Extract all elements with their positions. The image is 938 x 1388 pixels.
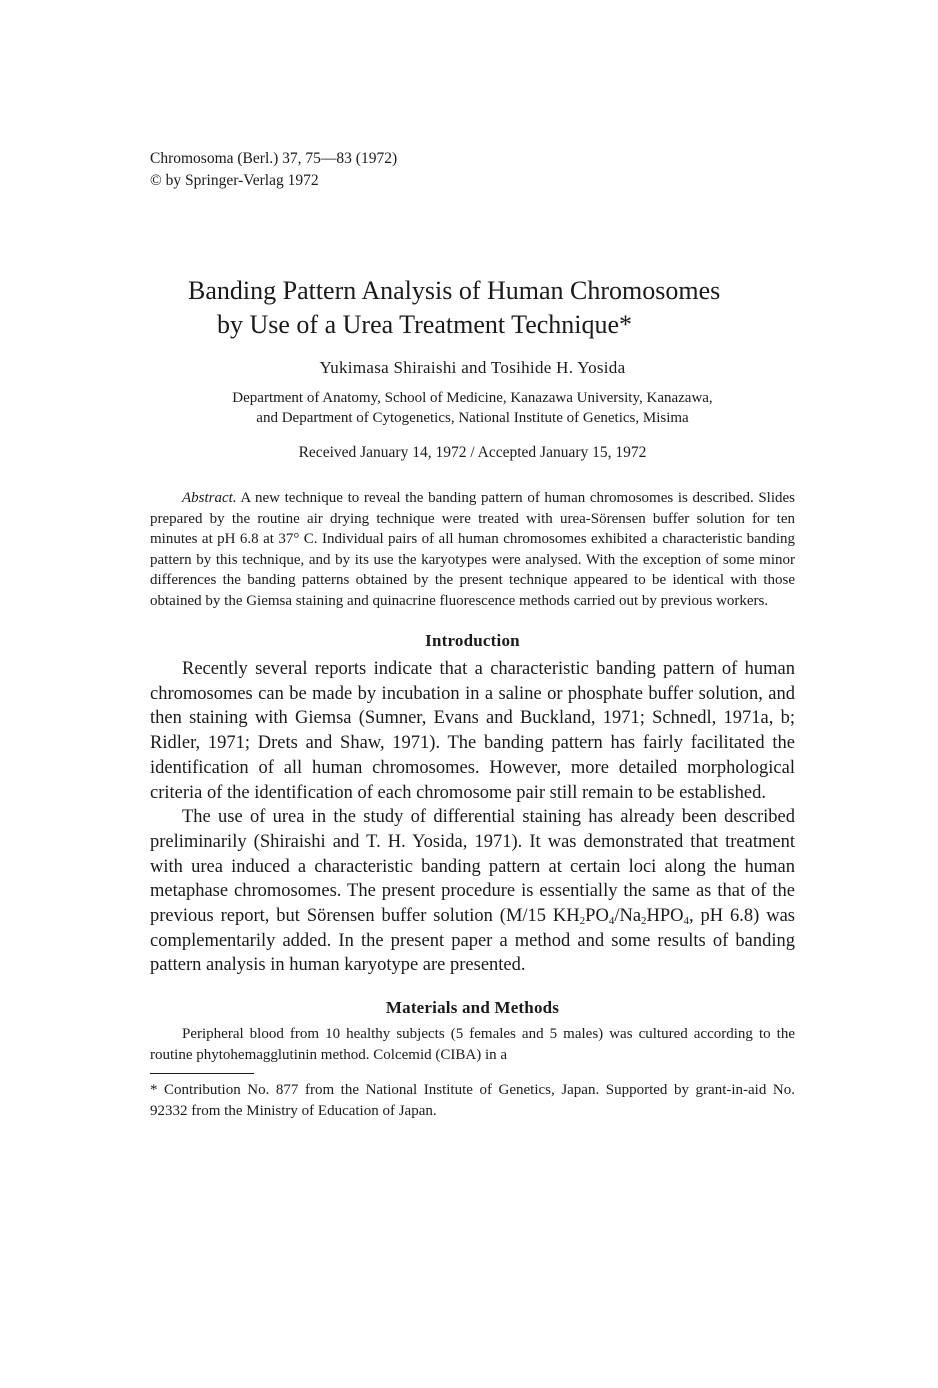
intro-p2-text-c: /Na xyxy=(614,906,642,927)
methods-heading: Materials and Methods xyxy=(385,998,560,1018)
received-dates: Received January 14, 1972 / Accepted January 15, 1972 xyxy=(298,444,647,461)
subscript: 2 xyxy=(641,915,647,928)
affiliation xyxy=(150,388,795,428)
abstract-lead: Abstract. xyxy=(182,490,237,506)
journal-header xyxy=(150,148,795,192)
subscript: 4 xyxy=(608,915,615,928)
intro-p2-text-d: HPO xyxy=(646,906,684,927)
title-line-2: by Use of a Urea Treatment Technique* xyxy=(217,310,633,339)
introduction-paragraph-1: Recently several reports indicate that a characteristic banding pattern of human chromosomes can be made by incubation in a saline or phosphate buffer solution, and then staining with Giemsa (Sumner, Evans and Buckland, 1971; Schnedl, 1971a, b; Ridler, 1971; Drets and Shaw, 1971). The banding pattern has fairly facilitated the identification of all human chromosomes. However, more detailed morphological criteria of the identification of each chromosome pair still remain to be established. xyxy=(150,659,795,803)
paper-page xyxy=(150,148,795,1121)
subscript: 2 xyxy=(579,915,586,928)
footnote-divider xyxy=(150,1073,254,1074)
abstract xyxy=(150,488,795,611)
journal-citation: Chromosoma (Berl.) 37, 75—83 (1972) xyxy=(150,150,398,167)
affiliation-line-2: and Department of Cytogenetics, National Institute of Genetics, Misima xyxy=(256,410,689,426)
subscript: 4 xyxy=(683,915,690,928)
copyright-line: © by Springer-Verlag 1972 xyxy=(150,172,319,189)
intro-p2-text-e: , pH 6.8) was complementarily added. In the present paper a method and some results of banding pattern analysis in human karyotype are presented. xyxy=(150,906,796,976)
article-title xyxy=(150,274,795,342)
authors: Yukimasa Shiraishi and Tosihide H. Yosida xyxy=(319,358,626,377)
methods-paragraph-1: Peripheral blood from 10 healthy subjects (5 females and 5 males) was cultured according to the routine phytohemagglutinin method. Colcemid (CIBA) in a xyxy=(150,1026,795,1063)
footnote: * Contribution No. 877 from the National Institute of Genetics, Japan. Supported by grant-in-aid No. 92332 from the Ministry of Education of Japan. xyxy=(150,1082,795,1119)
title-line-1: Banding Pattern Analysis of Human Chromosomes xyxy=(188,276,721,305)
introduction-heading: Introduction xyxy=(425,631,520,650)
affiliation-line-1: Department of Anatomy, School of Medicine, Kanazawa University, Kanazawa, xyxy=(232,390,713,406)
intro-p2-text-a: The use of urea in the study of differential staining has already been described preliminarily (Shiraishi and T. H. Yosida, 1971). It was demonstrated that treatment with urea induced a characteristic banding pattern at certain loci along the human metaphase chromosomes. The present procedure is essentially the same as that of the previous report, but Sörensen buffer solution (M/15 KH xyxy=(150,807,795,927)
abstract-text: A new technique to reveal the banding pattern of human chromosomes is described. Slides prepared by the routine air drying technique were treated with urea-Sörensen buffer solution for ten minutes at pH 6.8 at 37° C. Individual pairs of all human chromosomes exhibited a characteristic banding pattern by this technique, and by its use the karyotypes were analysed. With the exception of some minor differences the banding patterns obtained by the present technique appeared to be identical with those obtained by the Giemsa staining and quinacrine fluorescence methods carried out by previous workers. xyxy=(150,490,795,609)
intro-p2-text-b: PO xyxy=(585,906,609,927)
introduction-paragraph-2 xyxy=(150,805,795,978)
